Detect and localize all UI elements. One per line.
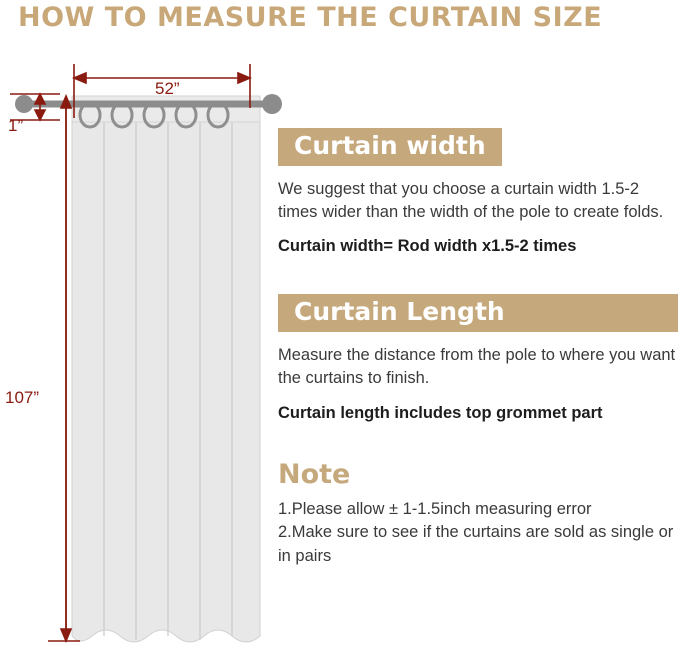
diagram-svg — [0, 36, 300, 671]
rod-finial-left — [15, 95, 33, 113]
width-dimension-label: 52” — [155, 79, 180, 98]
note-line: 1.Please allow ± 1-1.5inch measuring error — [278, 499, 592, 518]
page-title: HOW TO MEASURE THE CURTAIN SIZE — [18, 2, 603, 33]
section-note — [278, 459, 678, 568]
rod-finial-right — [262, 94, 282, 114]
curtain-length-formula: Curtain length includes top grommet part — [278, 403, 603, 422]
note-line: 2.Make sure to see if the curtains are sold as single or in pairs — [278, 523, 674, 565]
section-curtain-length — [278, 294, 678, 422]
curtain-width-formula: Curtain width= Rod width x1.5-2 times — [278, 237, 577, 256]
curtain-length-body: Measure the distance from the pole to where you want the curtains to finish. — [278, 345, 676, 388]
curtain-diagram — [0, 36, 300, 671]
curtain-length-heading: Curtain Length — [278, 294, 678, 332]
section-curtain-width — [278, 128, 678, 256]
note-lines — [278, 498, 678, 568]
instructions-panel — [278, 128, 678, 568]
curtain-width-body: We suggest that you choose a curtain width 1.5-2 times wider than the width of the pole to create folds. — [278, 179, 664, 221]
height-dimension-label: 107” — [5, 388, 40, 407]
curtain-width-heading: Curtain width — [278, 128, 502, 166]
grommet-dimension-label: 1” — [8, 116, 24, 135]
note-heading: Note — [278, 458, 351, 490]
